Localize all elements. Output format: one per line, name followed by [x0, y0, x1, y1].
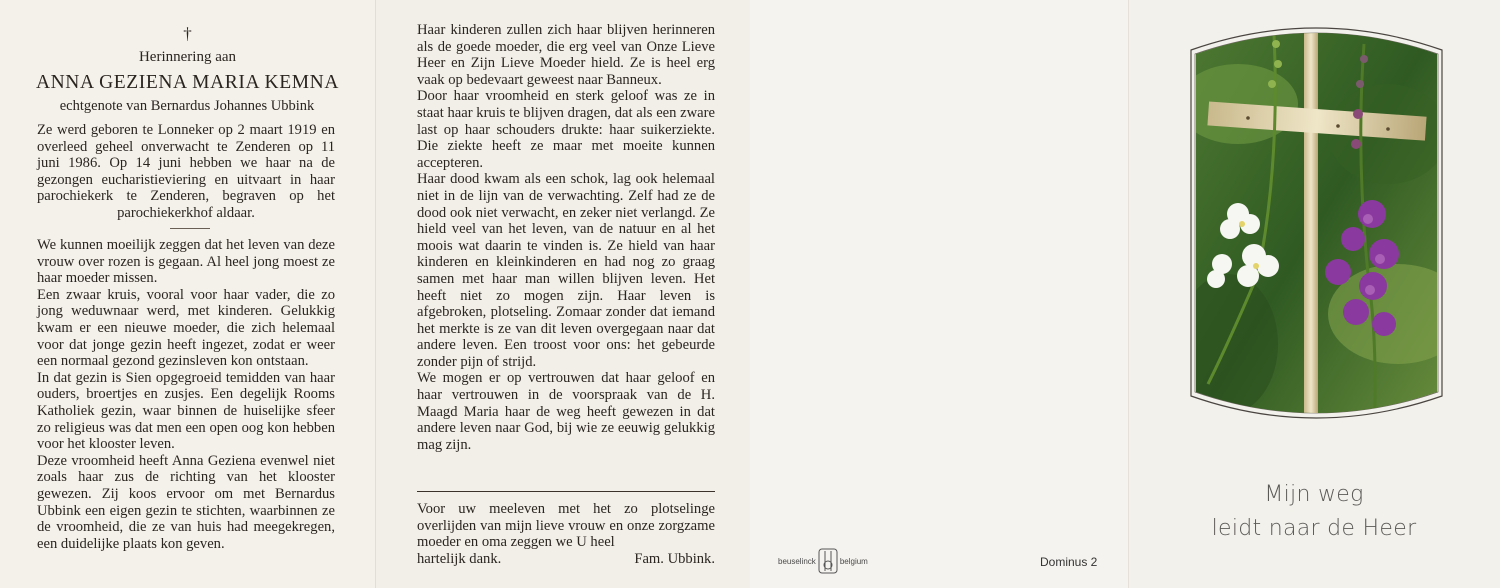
publisher-logo-icon [818, 548, 838, 574]
memorial-heading: Herinnering aan [138, 49, 237, 65]
thanks-closing [417, 551, 715, 568]
paragraph: We kunnen moeilijk zeggen dat het leven van deze vrouw over rozen is gegaan. Al heel jong moest ze haar moeder missen. [37, 237, 335, 287]
paragraph: Haar dood kwam als een schok, lag ook helemaal niet in de lijn van de verwachting. Zelf had ze de dood ook niet verwacht, en zeker niet verlangd. Ze hield veel van het leven, van de natuur en al het moois wat daarin te vinden is. Ze hield van haar kinderen en kleinkinderen en had nog zo graag samen met haar man willen blijven leven. Het heeft niet zo mogen zijn. Haar leven is afgebroken, plotseling. Zomaar zonder dat iemand het merkte is ze van dit leven overgegaan naar dat andere leven. Een troost voor ons: het gebeurde zonder pijn of strijd. [417, 171, 715, 370]
thanks-note [417, 501, 715, 567]
back-panel [750, 0, 1128, 588]
divider [170, 228, 210, 229]
model-number: Dominus 2 [1040, 555, 1098, 569]
thanks-rule [417, 491, 715, 492]
paragraph: We mogen er op vertrouwen dat haar geloof en haar vertrouwen in de voorspraak van de H. Maagd Maria haar de weg heeft gewezen in dat andere leven naar God, bij wie ze eeuwig gelukkig mag zijn. [417, 370, 715, 453]
cover-title-line1: Mijn weg [1264, 482, 1364, 507]
paragraph: Een zwaar kruis, vooral voor haar vader, die zo jong weduwnaar werd, met kinderen. Gelukkig kwam er een nieuwe moeder, die zich helemaal voor dat jonge gezin heeft ingezet, zodat er weer een normaal gezond gezinsleven kon ontstaan. [37, 286, 335, 370]
deceased-name: ANNA GEZIENA MARIA KEMNA [35, 72, 340, 93]
cover-photo [1188, 14, 1445, 436]
intro-paragraph [37, 122, 335, 222]
paragraph: Haar kinderen zullen zich haar blijven herinneren als de goede moeder, die erg veel van Onze Lieve Heer en Zijn Lieve Moeder hield. Ze is heel erg vaak op bedevaart geweest naar Banneux. [417, 22, 715, 88]
spouse-line: echtgenote van Bernardus Johannes Ubbink [59, 98, 315, 114]
cover-title-line2: leidt naar de Heer [1211, 516, 1417, 541]
intro-text: Ze werd geboren te Lonneker op 2 maart 1919 en overleed geheel onverwacht te Zenderen op 11 juni 1986. Op 14 juni hebben we haar na de gezongen eucharistieviering en uitvaart in haar parochiekerk te Zenderen, begraven op het parochiekerkhof aldaar. [37, 122, 335, 221]
thanks-last: hartelijk dank. [417, 550, 502, 567]
right-text-body [417, 22, 715, 453]
publisher-name: beuselinck [778, 556, 816, 566]
paragraph: Deze vroomheid heeft Anna Geziena evenwel niet zoals haar zus de richting van het klooster gewezen. Zij koos ervoor om met Bernardus Ubbink een eigen gezin te stichten, waarbinnen ze de vroomheid, die ze van huis had meegekregen, een duidelijke plaats kon geven. [37, 452, 335, 552]
publisher-mark [778, 548, 868, 574]
thanks-text: Voor uw meeleven met het zo plotselinge overlijden van mijn lieve vrouw en onze zorgzame moeder en oma zeggen we U heel [417, 501, 715, 551]
signature: Fam. Ubbink. [634, 550, 715, 567]
cross-icon: † [183, 24, 192, 43]
paragraph: In dat gezin is Sien opgegroeid temidden van haar ouders, broertjes en zusjes. Een degelijk Rooms Katholiek gezin, waar binnen de huiselijke sfeer zo religieus was dat men een open oog kon hebben voor het klooster leven. [37, 369, 335, 453]
paragraph: Door haar vroomheid en sterk geloof was ze in staat haar kruis te blijven dragen, dat als een zware last op haar schouders drukte: haar suikerziekte. Die ziekte heeft ze maar met moeite kunnen accepteren. [417, 88, 715, 171]
publisher-country: belgium [839, 556, 868, 566]
left-text-body [37, 237, 335, 552]
